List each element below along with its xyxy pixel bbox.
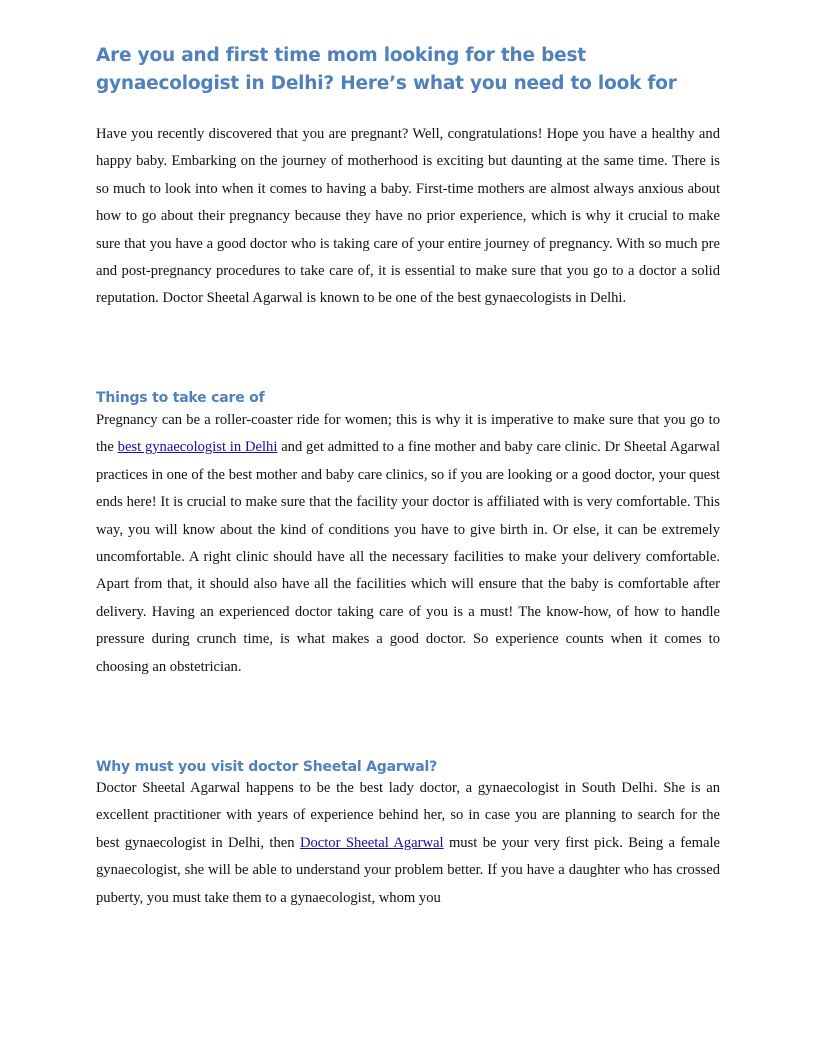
article-title: Are you and first time mom looking for the best gynaecologist in Delhi? Here’s what you need to look for bbox=[96, 45, 677, 94]
intro-paragraph: Have you recently discovered that you are pregnant? Well, congratulations! Hope you have a healthy and happy baby. Embarking on the journey of motherhood is exciting but daunting at the same time. There is so much to look into when it comes to having a baby. First-time mothers are almost always anxious about how to go about their pregnancy because they have no prior experience, which is why it crucial to make sure that you have a good doctor who is taking care of your entire journey of pregnancy. With so much pre and post-pregnancy procedures to take care of, it is essential to make sure that you go to a doctor a solid reputation. Doctor Sheetal Agarwal is known to be one of the best gynaecologists in Delhi. bbox=[96, 126, 720, 307]
section2-paragraph bbox=[96, 775, 720, 912]
section1-text-before-link: Pregnancy can be a roller-coaster ride for women; this is why it is imperative to make sure that you go to the bbox=[96, 412, 720, 456]
section1-paragraph bbox=[96, 407, 720, 681]
section1-text-after-link: and get admitted to a fine mother and baby care clinic. Dr Sheetal Agarwal practices in one of the best mother and baby care clinics, so if you are looking or a good doctor, your quest ends here! It is crucial to make sure that the facility your doctor is affiliated with is very comfortable. This way, you will know about the kind of conditions you have to give birth in. Or else, it can be extremely uncomfortable. A right clinic should have all the necessary facilities to make your delivery comfortable. Apart from that, it should also have all the facilities which will ensure that the baby is comfortable after delivery. Having an experienced doctor taking care of you is a must! The know-how, of how to handle pressure during crunch time, is what makes a good doctor. So experience counts when it comes to choosing an obstetrician. bbox=[96, 439, 721, 675]
section-heading-why-visit: Why must you visit doctor Sheetal Agarwal? bbox=[96, 759, 438, 775]
section2-text-before-link: Doctor Sheetal Agarwal happens to be the best lady doctor, a gynaecologist in South Delhi. She is an excellent practitioner with years of experience behind her, so in case you are planning to search for the best gynaecologist in Delhi, then bbox=[96, 780, 720, 851]
section2-text-after-link: must be your very first pick. Being a female gynaecologist, she will be able to understand your problem better. If you have a daughter who has crossed puberty, you must take them to a gynaecologist, whom you bbox=[96, 834, 721, 906]
doctor-sheetal-agarwal-link[interactable]: Doctor Sheetal Agarwal bbox=[299, 834, 444, 851]
best-gynaecologist-link[interactable]: best gynaecologist in Delhi bbox=[117, 439, 278, 456]
section-heading-things-to-take-care-of: Things to take care of bbox=[96, 390, 265, 406]
